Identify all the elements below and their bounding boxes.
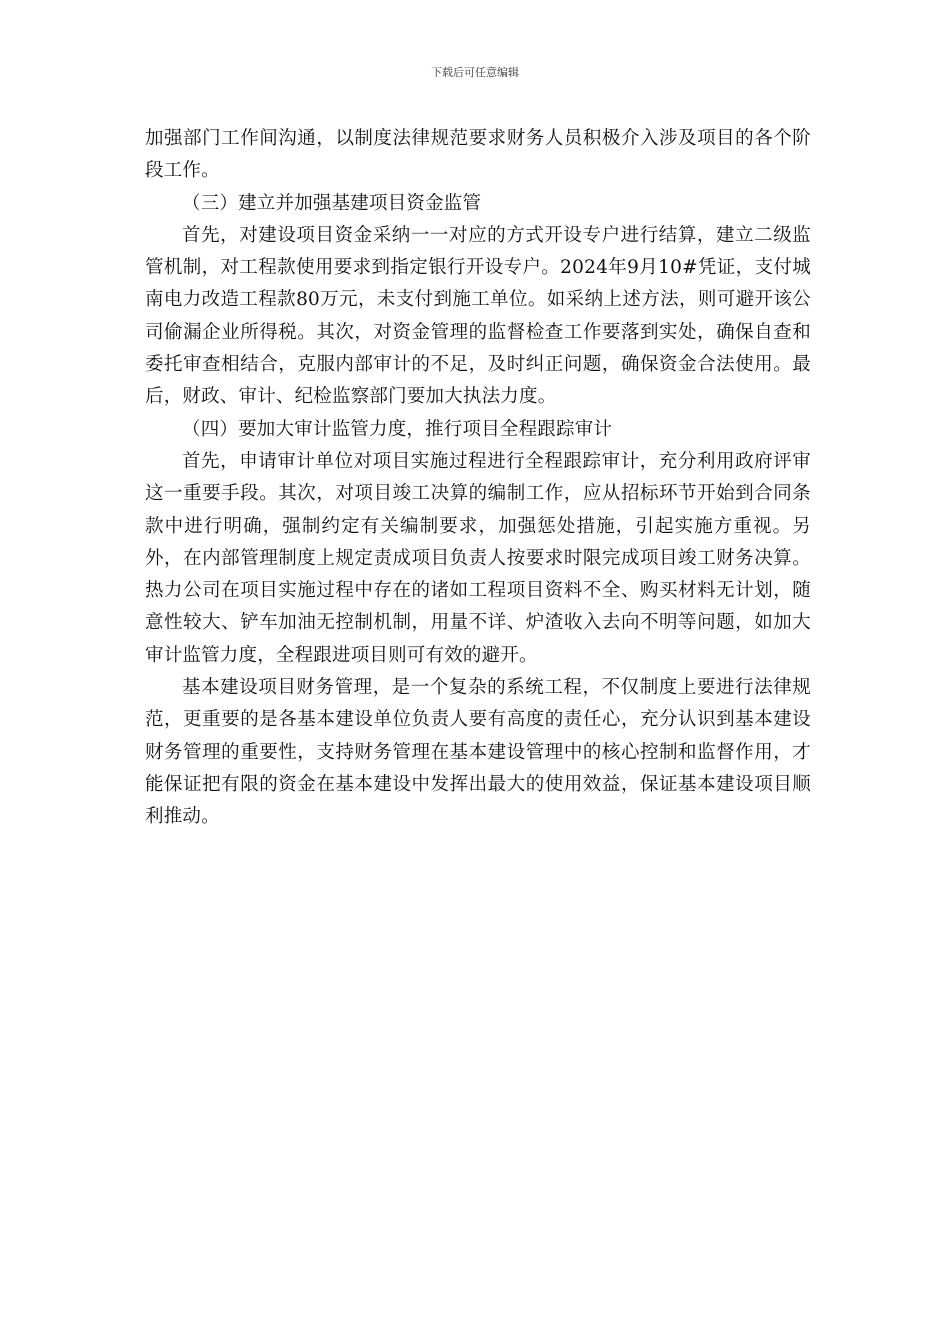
section-heading-3: （三）建立并加强基建项目资金监管	[182, 192, 482, 214]
paragraph-audit-supervision: 首先，申请审计单位对项目实施过程进行全程跟踪审计，充分利用政府评审这一重要手段。其次，对项目竣工决算的编制工作，应从招标环节开始到合同条款中进行明确，强制约定有关编制要求，加强惩处措施，引起实施方重视。另外，在内部管理制度上规定责成项目负责人按要求时限完成项目竣工财务决算。热力公司在项目实施过程中存在的诸如工程项目资料不全、购买材料无计划，随意性较大、铲车加油无控制机制，用量不详、炉渣收入去向不明等问题，如加大审计监管力度，全程跟进项目则可有效的避开。	[145, 450, 811, 666]
document-body	[145, 123, 811, 834]
paragraph-continuation: 加强部门工作间沟通，以制度法律规范要求财务人员积极介入涉及项目的各个阶段工作。	[145, 128, 811, 182]
paragraph-conclusion: 基本建设项目财务管理，是一个复杂的系统工程，不仅制度上要进行法律规范，更重要的是各基本建设单位负责人要有高度的责任心，充分认识到基本建设财务管理的重要性，支持财务管理在基本建设管理中的核心控制和监督作用，才能保证把有限的资金在基本建设中发挥出最大的使用效益，保证基本建设项目顺利推动。	[145, 677, 811, 828]
paragraph-fund-supervision: 首先，对建设项目资金采纳一一对应的方式开设专户进行结算，建立二级监管机制，对工程款使用要求到指定银行开设专户。2024年9月10#凭证，支付城南电力改造工程款80万元，未支付到施工单位。如采纳上述方法，则可避开该公司偷漏企业所得税。其次，对资金管理的监督检查工作要落到实处，确保自查和委托审查相结合，克服内部审计的不足，及时纠正问题，确保资金合法使用。最后，财政、审计、纪检监察部门要加大执法力度。	[145, 224, 811, 408]
page-header: 下载后可任意编辑	[431, 66, 519, 79]
section-heading-4: （四）要加大审计监管力度，推行项目全程跟踪审计	[182, 418, 613, 440]
